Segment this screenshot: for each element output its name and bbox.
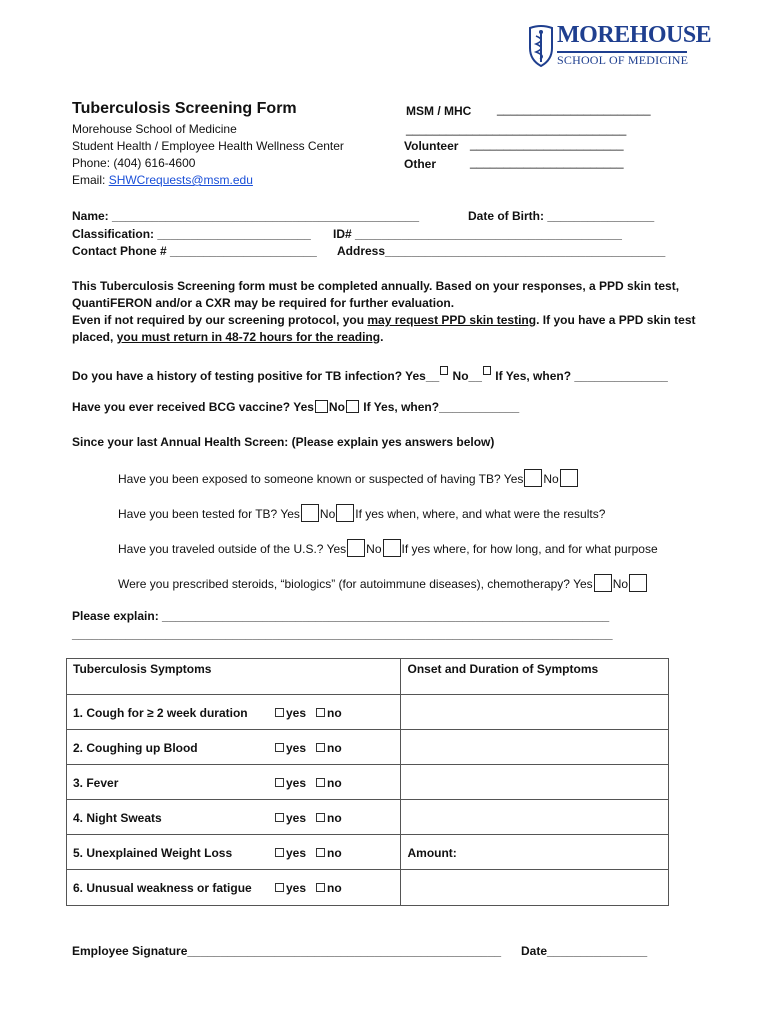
onset-duration-cell[interactable] — [401, 870, 669, 906]
onset-duration-cell[interactable] — [401, 765, 669, 800]
table-row — [67, 695, 669, 730]
tb-history-no-checkbox[interactable] — [483, 366, 491, 375]
question-bcg: Have you ever received BCG vaccine? Yes No If Yes, when?____________ — [72, 400, 520, 414]
table-row — [67, 765, 669, 800]
table-row — [67, 870, 669, 906]
tested-no-checkbox[interactable] — [336, 504, 354, 522]
msm-mhc-field[interactable]: _______________________ — [497, 102, 651, 116]
onset-duration-header: Onset and Duration of Symptoms — [401, 659, 669, 695]
symptom-yes-checkbox[interactable] — [275, 883, 284, 892]
dob-field[interactable]: Date of Birth: ________________ — [468, 209, 655, 223]
msm-mhc-label: MSM / MHC — [406, 104, 472, 118]
name-field[interactable]: Name: ______________________________________________ — [72, 209, 420, 223]
symptom-no-checkbox[interactable] — [316, 813, 325, 822]
yes-no-options: yes no — [269, 730, 401, 765]
symptom-yes-checkbox[interactable] — [275, 778, 284, 787]
tb-history-yes-checkbox[interactable] — [440, 366, 448, 375]
amount-label: Amount: — [407, 846, 457, 860]
yes-blank: __ — [425, 369, 440, 383]
amount-cell[interactable] — [401, 835, 669, 870]
bcg-yes-checkbox[interactable] — [315, 400, 328, 413]
department: Student Health / Employee Health Wellness Center — [72, 139, 344, 153]
onset-duration-cell[interactable] — [401, 695, 669, 730]
intro-line-2: QuantiFERON and/or a CXR may be required for further evaluation. — [72, 296, 455, 310]
symptom-no-checkbox[interactable] — [316, 743, 325, 752]
steroids-yes-checkbox[interactable] — [594, 574, 612, 592]
email-link[interactable]: SHWCrequests@msm.edu — [108, 173, 253, 187]
exposed-yes-checkbox[interactable] — [524, 469, 542, 487]
question-exposed: Have you been exposed to someone known or suspected of having TB? Yes No — [118, 469, 579, 487]
symptom-label: 3. Fever — [67, 765, 270, 800]
table-row — [67, 835, 669, 870]
yes-no-options: yes no — [269, 765, 401, 800]
steroids-no-checkbox[interactable] — [629, 574, 647, 592]
symptoms-header: Tuberculosis Symptoms — [67, 659, 401, 695]
symptom-label: 5. Unexplained Weight Loss — [67, 835, 270, 870]
employee-signature-field[interactable]: Employee Signature_______________________________________________ — [72, 944, 502, 958]
volunteer-label: Volunteer — [404, 139, 459, 153]
onset-duration-cell[interactable] — [401, 800, 669, 835]
onset-duration-cell[interactable] — [401, 730, 669, 765]
symptom-no-checkbox[interactable] — [316, 708, 325, 717]
symptom-no-checkbox[interactable] — [316, 778, 325, 787]
question-steroids: Were you prescribed steroids, “biologics” (for autoimmune diseases), chemotherapy? Yes No — [118, 574, 648, 592]
question-traveled: Have you traveled outside of the U.S.? Yes No If yes where, for how long, and for what purpose — [118, 539, 658, 557]
other-field[interactable]: _______________________ — [470, 155, 624, 169]
yes-no-options: yes no — [269, 695, 401, 730]
symptom-yes-checkbox[interactable] — [275, 848, 284, 857]
symptom-label: 4. Night Sweats — [67, 800, 270, 835]
email-row — [72, 173, 253, 187]
logo-name: MOREHOUSE — [557, 22, 712, 48]
table-row — [67, 800, 669, 835]
please-explain-line-2[interactable]: _________________________________________________________________________________ — [72, 627, 613, 641]
yes-no-options: yes no — [269, 835, 401, 870]
symptom-yes-checkbox[interactable] — [275, 708, 284, 717]
tested-yes-checkbox[interactable] — [301, 504, 319, 522]
symptom-no-checkbox[interactable] — [316, 848, 325, 857]
symptom-no-checkbox[interactable] — [316, 883, 325, 892]
question-tested: Have you been tested for TB? Yes No If yes when, where, and what were the results? — [118, 504, 605, 522]
email-label: Email: — [72, 173, 109, 187]
medical-caduceus-icon — [526, 24, 556, 68]
phone: Phone: (404) 616-4600 — [72, 156, 196, 170]
symptom-label: 2. Coughing up Blood — [67, 730, 270, 765]
please-explain-field[interactable]: Please explain: ___________________________________________________________________ — [72, 609, 610, 623]
contact-phone-field[interactable]: Contact Phone # ______________________ — [72, 244, 317, 258]
affiliation-blank-field[interactable]: _________________________________ — [406, 122, 627, 136]
yes-no-options: yes no — [269, 800, 401, 835]
symptom-yes-checkbox[interactable] — [275, 743, 284, 752]
form-title: Tuberculosis Screening Form — [72, 100, 297, 117]
table-header-row — [67, 659, 669, 695]
other-label: Other — [404, 157, 437, 171]
classification-field[interactable]: Classification: _______________________ — [72, 227, 311, 241]
org-name: Morehouse School of Medicine — [72, 122, 237, 136]
question-tb-history: Do you have a history of testing positive for TB infection? Yes__ No__ If Yes, when? ______________ — [72, 366, 668, 383]
symptom-label: 1. Cough for ≥ 2 week duration — [67, 695, 270, 730]
address-field[interactable]: Address__________________________________________ — [337, 244, 666, 258]
bcg-no-checkbox[interactable] — [346, 400, 359, 413]
symptom-yes-checkbox[interactable] — [275, 813, 284, 822]
traveled-yes-checkbox[interactable] — [347, 539, 365, 557]
traveled-no-checkbox[interactable] — [383, 539, 401, 557]
symptom-label: 6. Unusual weakness or fatigue — [67, 870, 270, 906]
exposed-no-checkbox[interactable] — [560, 469, 578, 487]
symptoms-table — [66, 658, 669, 906]
yes-no-options: yes no — [269, 870, 401, 906]
id-field[interactable]: ID# ________________________________________ — [333, 227, 622, 241]
signature-date-field[interactable]: Date_______________ — [521, 944, 648, 958]
intro-line-3: Even if not required by our screening protocol, you may request PPD skin testing. If you have a PPD skin test — [72, 313, 696, 327]
volunteer-field[interactable]: _______________________ — [470, 137, 624, 151]
table-row — [67, 730, 669, 765]
since-heading: Since your last Annual Health Screen: (Please explain yes answers below) — [72, 435, 495, 449]
logo-subtitle: SCHOOL OF MEDICINE — [557, 53, 689, 67]
intro-line-1: This Tuberculosis Screening form must be completed annually. Based on your responses, a PPD skin test, — [72, 279, 680, 293]
intro-line-4: placed, you must return in 48-72 hours for the reading. — [72, 330, 384, 344]
